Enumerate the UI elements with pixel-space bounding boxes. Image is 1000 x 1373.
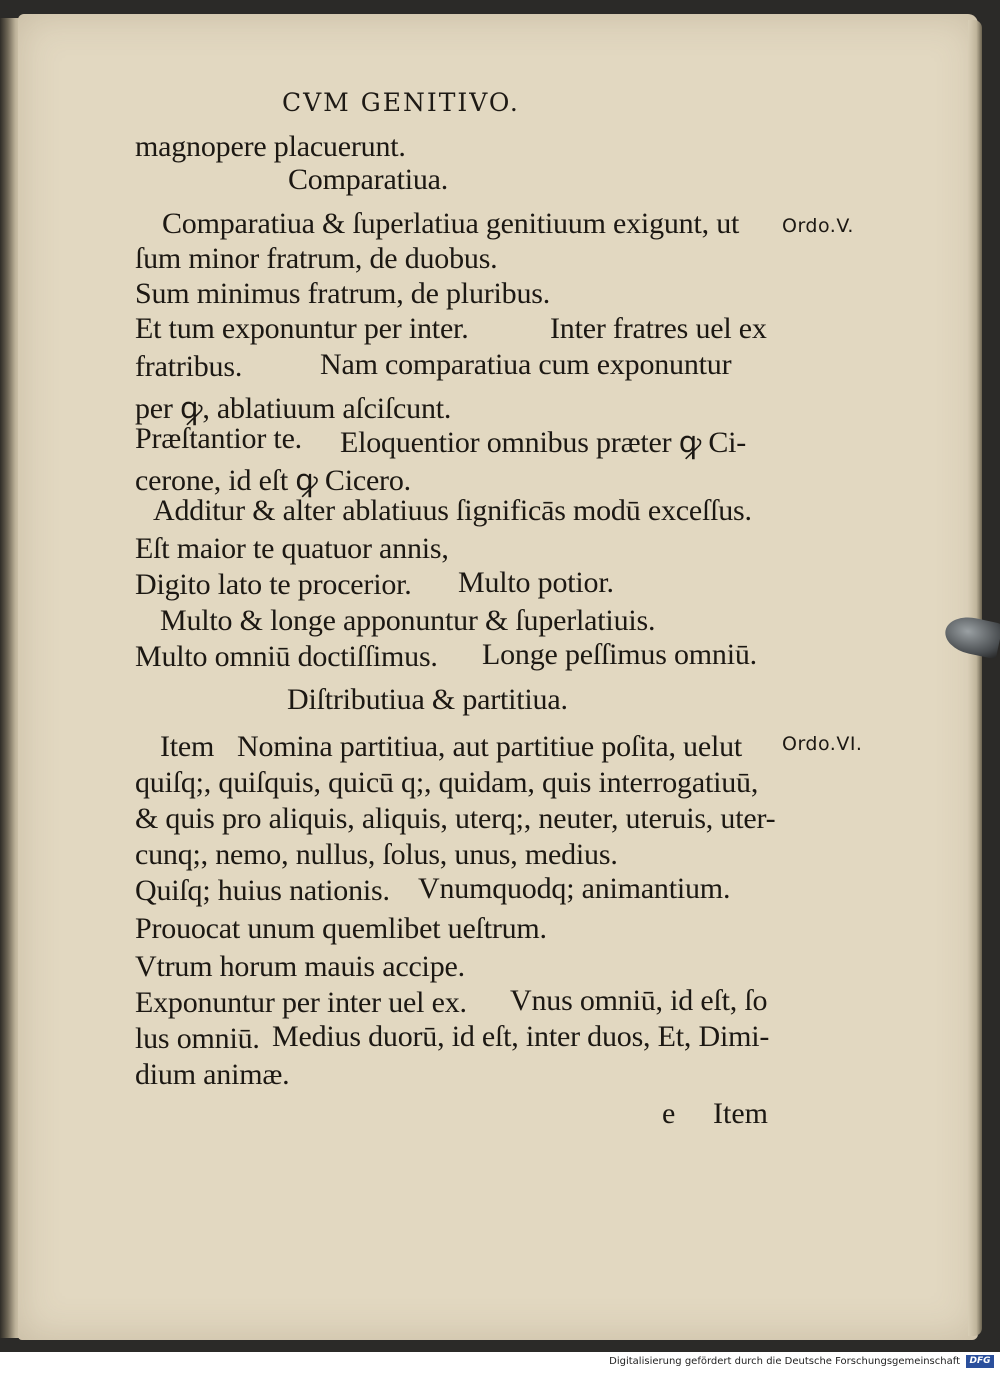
marginal-note-ordo-v: Ordo.V. <box>782 215 854 237</box>
signature-mark: e <box>662 1097 676 1130</box>
text-line: cerone, id eſt ꝙ Cicero. <box>135 464 411 497</box>
text-line: Comparatiua & ſuperlatiua genitiuum exigunt, ut <box>162 207 740 240</box>
text-line: Nam comparatiua cum exponuntur <box>320 348 732 381</box>
text-line: Multo omniū doctiſſimus. <box>135 640 438 673</box>
section-heading-distributiua: Diſtributiua & partitiua. <box>287 683 568 716</box>
text-line: Vnumquodq; animantium. <box>418 872 731 905</box>
text-line: Sum minimus fratrum, de pluribus. <box>135 277 551 310</box>
text-line: Item <box>160 730 215 763</box>
text-line: Quiſq; huius nationis. <box>135 874 390 907</box>
text-line: per ꝙ, ablatiuum aſciſcunt. <box>135 392 452 425</box>
text-line: dium animæ. <box>135 1058 290 1091</box>
text-line: Additur & alter ablatiuus ſignificās modū exceſſus. <box>153 494 752 527</box>
text-line: Multo & longe apponuntur & ſuperlatiuis. <box>160 604 656 637</box>
text-line: cunq;, nemo, nullus, ſolus, unus, medius. <box>135 838 618 871</box>
marginal-note-ordo-vi: Ordo.VI. <box>782 733 863 755</box>
text-line: Medius duorū, id eſt, inter duos, Et, Dimi- <box>272 1020 770 1053</box>
text-line: magnopere placuerunt. <box>135 130 406 163</box>
text-line: Præſtantior te. <box>135 422 302 455</box>
funding-credit: Digitalisierung gefördert durch die Deutsche Forschungsgemeinschaft <box>609 1356 960 1367</box>
text-line: Eſt maior te quatuor annis, <box>135 532 449 565</box>
dfg-logo: DFG <box>966 1355 994 1368</box>
text-line: ſum minor fratrum, de duobus. <box>135 242 498 275</box>
text-line: Vnus omniū, id eſt, ſo <box>510 984 768 1017</box>
text-line: fratribus. <box>135 350 243 383</box>
text-line: Et tum exponuntur per inter. <box>135 312 469 345</box>
text-line: Nomina partitiua, aut partitiue poſita, uelut <box>237 730 743 763</box>
text-line: Eloquentior omnibus præter ꝙ Ci- <box>340 426 747 459</box>
text-line: quiſq;, quiſquis, quicū q;, quidam, quis interrogatiuū, <box>135 766 759 799</box>
text-line: Inter fratres uel ex <box>550 312 767 345</box>
text-line: Exponuntur per inter uel ex. <box>135 986 467 1019</box>
catchword: Item <box>713 1097 768 1130</box>
text-line: Longe peſſimus omniū. <box>482 638 757 671</box>
page-edge <box>968 20 982 1336</box>
text-line: Prouocat unum quemlibet ueſtrum. <box>135 912 547 945</box>
section-heading-comparatiua: Comparatiua. <box>288 163 449 196</box>
running-head: CVM GENITIVO. <box>282 88 520 117</box>
text-line: Digito lato te procerior. <box>135 568 412 601</box>
text-line: & quis pro aliquis, aliquis, uterq;, neuter, uteruis, uter- <box>135 802 776 835</box>
text-line: lus omniū. <box>135 1022 260 1055</box>
text-line: Multo potior. <box>458 566 614 599</box>
text-line: Vtrum horum mauis accipe. <box>135 950 465 983</box>
